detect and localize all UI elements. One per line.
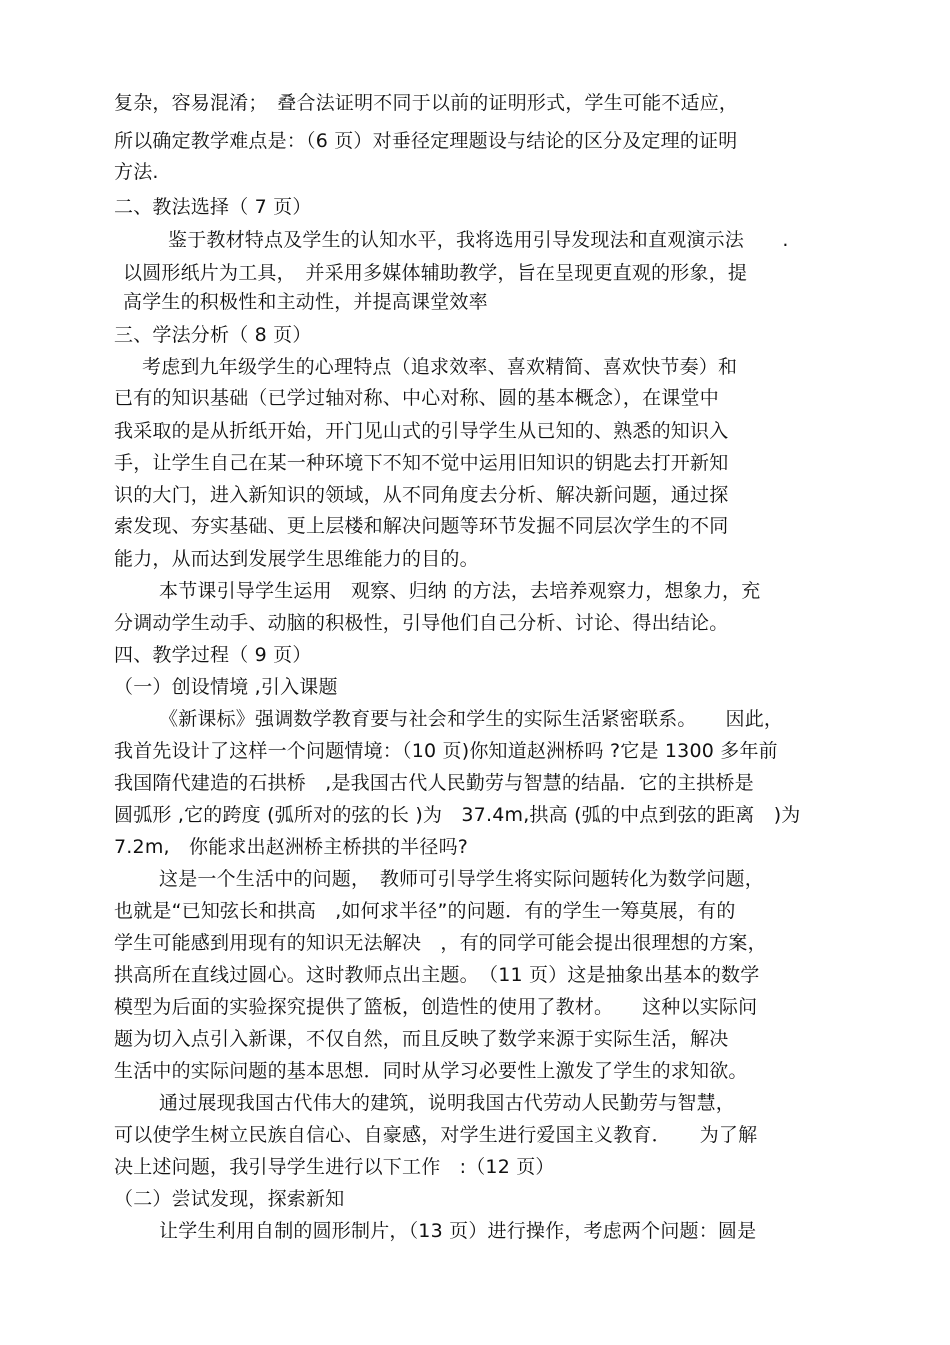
text-line-1: 复杂，容易混淆； 叠合法证明不同于以前的证明形式，学生可能不适应，	[114, 92, 739, 114]
text-line-17: 分调动学生动手、动脑的积极性，引导他们自己分析、讨论、得出结论。	[114, 612, 729, 634]
text-line-15: 能力，从而达到发展学生思维能力的目的。	[114, 548, 479, 570]
text-line-7: 高学生的积极性和主动性，并提高课堂效率	[123, 291, 488, 313]
text-line-16: 本节课引导学生运用 观察、归纳 的方法，去培养观察力，想象力，充	[159, 580, 761, 602]
text-line-36: 让学生利用自制的圆形制片，（13 页）进行操作，考虑两个问题：圆是	[159, 1220, 757, 1242]
text-line-12: 手，让学生自己在某一种环境下不知不觉中运用旧知识的钥匙去打开新知	[114, 452, 729, 474]
subsection-heading-2: （二）尝试发现，探索新知	[114, 1188, 345, 1210]
text-line-34: 决上述问题，我引导学生进行以下工作 :（12 页）	[114, 1156, 555, 1178]
text-line-26: 也就是“已知弦长和拱高 ,如何求半径”的问题．有的学生一筹莫展，有的	[114, 900, 736, 922]
text-line-22: 我国隋代建造的石拱桥 ,是我国古代人民勤劳与智慧的结晶．它的主拱桥是	[114, 772, 754, 794]
subsection-heading-1: （一）创设情境 ,引入课题	[114, 676, 338, 698]
text-line-21: 我首先设计了这样一个问题情境：（10 页)你知道赵洲桥吗 ?它是 1300 多年前	[114, 740, 778, 762]
text-line-28: 拱高所在直线过圆心。这时教师点出主题。 （11 页）这是抽象出基本的数学	[114, 964, 760, 986]
text-line-3: 方法.	[114, 161, 159, 183]
section-heading-teaching-process: 四、教学过程（ 9 页）	[114, 644, 312, 666]
text-line-6: 以圆形纸片为工具， 并采用多媒体辅助教学，旨在呈现更直观的形象，提	[123, 262, 748, 284]
text-line-10: 已有的知识基础（已学过轴对称、中心对称、圆的基本概念），在课堂中	[114, 387, 719, 409]
text-line-20: 《新课标》强调数学教育要与社会和学生的实际生活紧密联系。 因此，	[159, 708, 784, 730]
text-line-24: 7.2m, 你能求出赵洲桥主桥拱的半径吗?	[114, 836, 469, 858]
text-line-33: 可以使学生树立民族自信心、自豪感，对学生进行爱国主义教育． 为了解	[114, 1124, 758, 1146]
text-line-9: 考虑到九年级学生的心理特点（追求效率、喜欢精简、喜欢快节奏）和	[142, 356, 738, 378]
text-line-25: 这是一个生活中的问题， 教师可引导学生将实际问题转化为数学问题，	[159, 868, 764, 890]
text-line-13: 识的大门，进入新知识的领域，从不同角度去分析、解决新问题，通过探	[114, 484, 729, 506]
text-line-31: 生活中的实际问题的基本思想．同时从学习必要性上激发了学生的求知欲。	[114, 1060, 748, 1082]
text-line-5: 鉴于教材特点及学生的认知水平，我将选用引导发现法和直观演示法 .	[168, 229, 789, 251]
text-line-11: 我采取的是从折纸开始，开门见山式的引导学生从已知的、熟悉的知识入	[114, 420, 729, 442]
section-heading-learning-method: 三、学法分析（ 8 页）	[114, 324, 312, 346]
section-heading-teaching-method: 二、教法选择（ 7 页）	[114, 196, 312, 218]
text-line-2: 所以确定教学难点是：（6 页）对垂径定理题设与结论的区分及定理的证明	[114, 130, 738, 152]
text-line-29: 模型为后面的实验探究提供了篮板，创造性的使用了教材。 这种以实际问	[114, 996, 758, 1018]
text-line-30: 题为切入点引入新课，不仅自然，而且反映了数学来源于实际生活，解决	[114, 1028, 729, 1050]
text-line-27: 学生可能感到用现有的知识无法解决 ，有的同学可能会提出很理想的方案，	[114, 932, 767, 954]
text-line-23: 圆弧形 ,它的跨度 (弧所对的弦的长 )为 37.4m,拱高 (弧的中点到弦的距离 )为	[114, 804, 801, 826]
text-line-14: 索发现、夯实基础、更上层楼和解决问题等环节发掘不同层次学生的不同	[114, 515, 729, 537]
text-line-32: 通过展现我国古代伟大的建筑，说明我国古代劳动人民勤劳与智慧，	[159, 1092, 736, 1114]
